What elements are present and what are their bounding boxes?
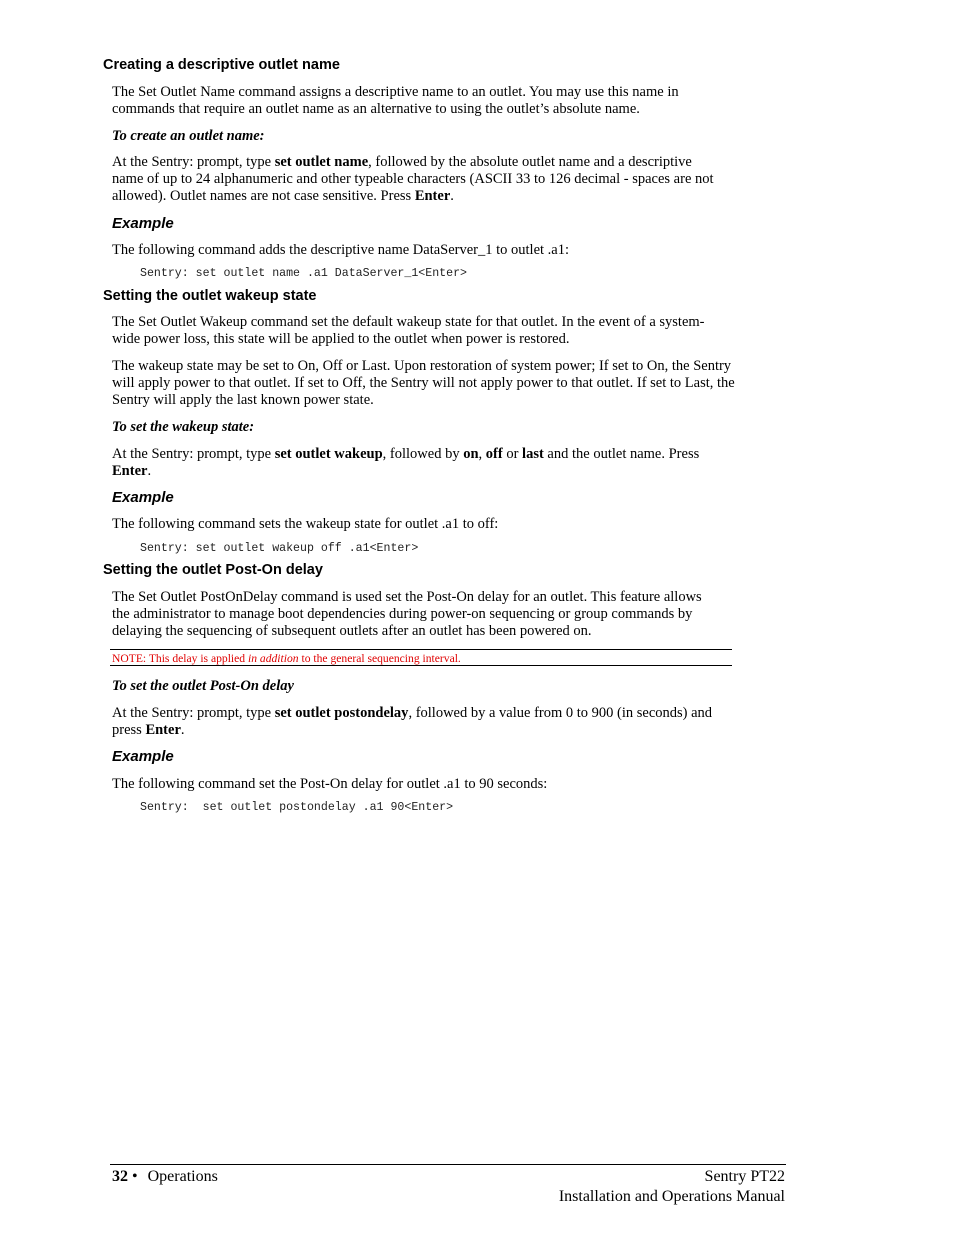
step-line: Enter. bbox=[112, 463, 152, 479]
paragraph-line: The Set Outlet Wakeup command set the default wakeup state for that outlet. In the event of a system- bbox=[112, 314, 705, 330]
example-heading: Example bbox=[112, 215, 174, 232]
example-text: The following command adds the descriptive name DataServer_1 to outlet .a1: bbox=[112, 242, 570, 258]
paragraph-line: delaying the sequencing of subsequent outlets after an outlet has been powered on. bbox=[112, 623, 592, 639]
step-line: At the Sentry: prompt, type set outlet postondelay, followed by a value from 0 to 900 (in seconds) and bbox=[112, 705, 713, 721]
example-text: The following command set the Post-On delay for outlet .a1 to 90 seconds: bbox=[112, 776, 548, 792]
bullet-icon: • bbox=[132, 1168, 138, 1185]
paragraph-line: commands that require an outlet name as an alternative to using the outlet’s absolute name. bbox=[112, 101, 640, 117]
example-heading: Example bbox=[112, 748, 174, 765]
example-code: Sentry: set outlet wakeup off .a1<Enter> bbox=[140, 542, 419, 555]
step-line: allowed). Outlet names are not case sensitive. Press Enter. bbox=[112, 188, 454, 204]
footer-manual: Installation and Operations Manual bbox=[558, 1188, 785, 1205]
paragraph-line: The Set Outlet Name command assigns a descriptive name to an outlet. You may use this name in bbox=[112, 84, 679, 100]
section-heading-post-on-delay: Setting the outlet Post-On delay bbox=[103, 562, 323, 578]
paragraph-line: wide power loss, this state will be applied to the outlet when power is restored. bbox=[112, 331, 570, 347]
paragraph-line: The Set Outlet PostOnDelay command is used set the Post-On delay for an outlet. This feature allows bbox=[112, 589, 702, 605]
paragraph-line: The wakeup state may be set to On, Off or Last. Upon restoration of system power; If set to On, the Sentry bbox=[112, 358, 732, 374]
footer-rule bbox=[110, 1164, 786, 1165]
step-line: press Enter. bbox=[112, 722, 185, 738]
paragraph-line: will apply power to that outlet. If set to Off, the Sentry will not apply power to that outlet. If set to Last, the bbox=[112, 375, 735, 391]
paragraph-line: Sentry will apply the last known power state. bbox=[112, 392, 374, 408]
step-line: name of up to 24 alphanumeric and other typeable characters (ASCII 33 to 126 decimal - spaces are not bbox=[112, 171, 714, 187]
example-code: Sentry: set outlet name .a1 DataServer_1<Enter> bbox=[140, 267, 467, 280]
procedure-heading: To set the wakeup state: bbox=[112, 419, 255, 435]
footer-left bbox=[112, 1168, 218, 1186]
footer-section: Operations bbox=[147, 1168, 218, 1185]
page-number: 32 bbox=[112, 1168, 128, 1185]
section-heading-wakeup-state: Setting the outlet wakeup state bbox=[103, 288, 317, 304]
procedure-heading: To create an outlet name: bbox=[112, 128, 265, 144]
step-line: At the Sentry: prompt, type set outlet wakeup, followed by on, off or last and the outlet name. Press bbox=[112, 446, 700, 462]
example-code: Sentry: set outlet postondelay .a1 90<Enter> bbox=[140, 801, 454, 814]
section-heading-outlet-name: Creating a descriptive outlet name bbox=[103, 57, 340, 73]
footer-product: Sentry PT22 bbox=[704, 1168, 785, 1185]
example-text: The following command sets the wakeup state for outlet .a1 to off: bbox=[112, 516, 499, 532]
paragraph-line: the administrator to manage boot dependencies during power-on sequencing or group commands by bbox=[112, 606, 693, 622]
step-line: At the Sentry: prompt, type set outlet name, followed by the absolute outlet name and a descriptive bbox=[112, 154, 692, 170]
procedure-heading: To set the outlet Post-On delay bbox=[112, 678, 294, 694]
note-box: NOTE: This delay is applied in addition to the general sequencing interval. bbox=[110, 649, 732, 666]
example-heading: Example bbox=[112, 489, 174, 506]
